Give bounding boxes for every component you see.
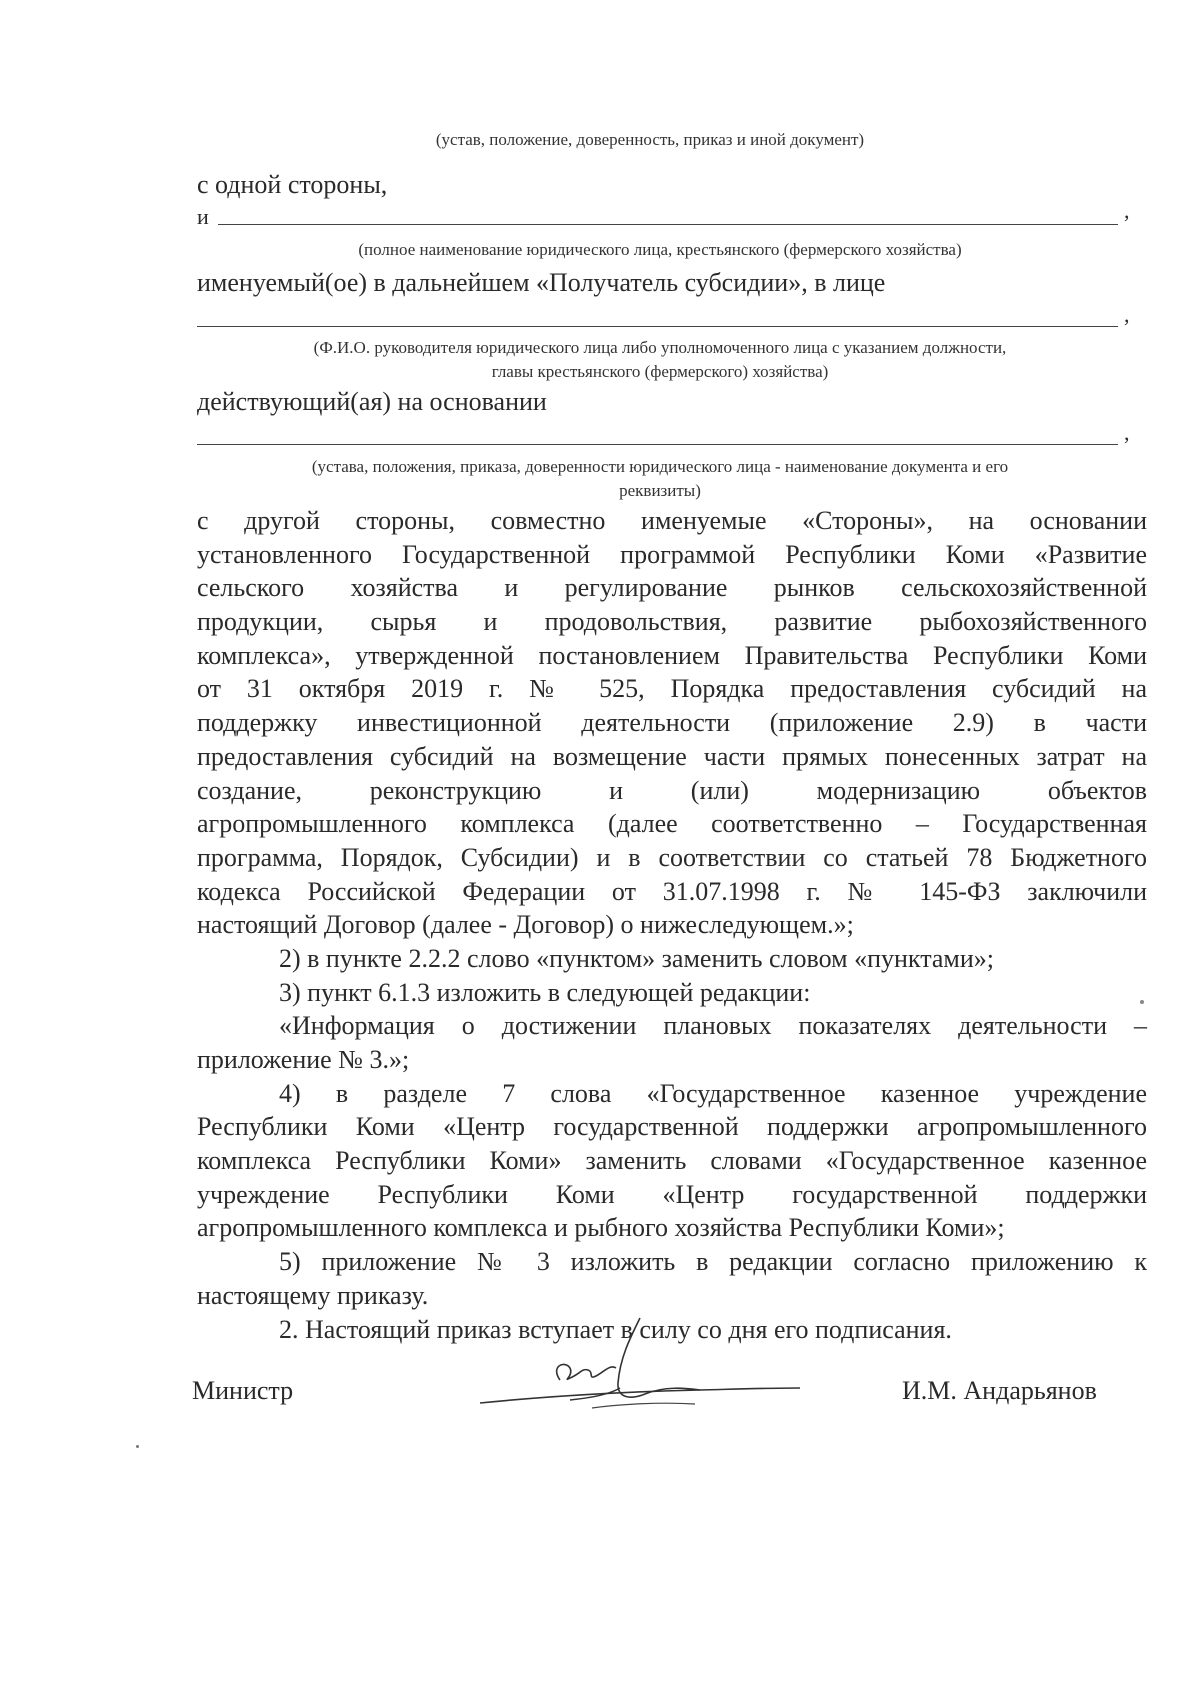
signatory-title: Министр xyxy=(192,1376,294,1405)
main-paragraph-line: агропромышленного комплекса (далее соответственно – Государственная xyxy=(197,809,1147,839)
caption-fio-line1: (Ф.И.О. руководителя юридического лица либо уполномоченного лица с указанием должности, xyxy=(313,338,1007,357)
signatory-name: И.М. Андарьянов xyxy=(902,1376,1097,1405)
clause-2: 2. Настоящий приказ вступает в силу со дня его подписания. xyxy=(279,1314,952,1344)
basis-comma: , xyxy=(1124,420,1130,445)
item-4-line: агропромышленного комплекса и рыбного хозяйства Республики Коми»; xyxy=(197,1213,1005,1243)
item-3-quote-line: «Информация о достижении плановых показателях деятельности – xyxy=(279,1011,1147,1041)
scan-speck xyxy=(1140,1000,1144,1004)
main-paragraph-line: продукции, сырья и продовольствия, развитие рыбохозяйственного xyxy=(197,607,1147,637)
main-paragraph-line: поддержку инвестиционной деятельности (приложение 2.9) в части xyxy=(197,708,1147,738)
item-4-line: Республики Коми «Центр государственной поддержки агропромышленного xyxy=(197,1112,1147,1142)
scan-speck xyxy=(136,1445,139,1448)
main-paragraph-line: установленного Государственной программой Республики Коми «Развитие xyxy=(197,539,1147,569)
main-paragraph-line: настоящий Договор (далее - Договор) о нижеследующем.»; xyxy=(197,910,854,940)
caption-full-name: (полное наименование юридического лица, крестьянского (фермерского хозяйства) xyxy=(358,240,962,259)
handwritten-signature xyxy=(470,1308,810,1418)
party-name-blank-line xyxy=(218,200,1118,225)
representative-comma: , xyxy=(1124,302,1130,327)
caption-basis-line1: (устава, положения, приказа, доверенности юридического лица - наименование документа и его xyxy=(311,457,1009,476)
caption-basis-line2: реквизиты) xyxy=(619,481,701,500)
main-paragraph-line: от 31 октября 2019 г. № 525, Порядка предоставления субсидий на xyxy=(197,674,1147,704)
named-as-text: именуемый(ое) в дальнейшем «Получатель субсидии», в лице xyxy=(197,268,886,297)
item-4-line: 4) в разделе 7 слова «Государственное казенное учреждение xyxy=(279,1078,1147,1108)
item-4-line: учреждение Республики Коми «Центр государственной поддержки xyxy=(197,1179,1147,1209)
and-text: и xyxy=(197,204,209,229)
main-paragraph-line: программа, Порядок, Субсидии) и в соответствии со статьей 78 Бюджетного xyxy=(197,842,1147,872)
basis-blank-line xyxy=(197,422,1118,445)
item-5-line: 5) приложение № 3 изложить в редакции согласно приложению к xyxy=(279,1247,1147,1277)
main-paragraph-line: комплекса», утвержденной постановлением Правительства Республики Коми xyxy=(197,640,1147,670)
main-paragraph-line: предоставления субсидий на возмещение части прямых понесенных затрат на xyxy=(197,741,1147,771)
item-3: 3) пункт 6.1.3 изложить в следующей редакции: xyxy=(279,977,811,1007)
main-paragraph-line: создание, реконструкцию и (или) модернизацию объектов xyxy=(197,775,1147,805)
representative-blank-line xyxy=(197,304,1118,327)
item-4-line: комплекса Республики Коми» заменить словами «Государственное казенное xyxy=(197,1146,1147,1176)
caption-fio-line2: главы крестьянского (фермерского) хозяйства) xyxy=(491,362,829,381)
main-paragraph-line: кодекса Российской Федерации от 31.07.1998 г. № 145-ФЗ заключили xyxy=(197,876,1147,906)
acting-text: действующий(ая) на основании xyxy=(197,387,547,416)
main-paragraph-line: сельского хозяйства и регулирование рынков сельскохозяйственной xyxy=(197,573,1147,603)
main-paragraph-line: с другой стороны, совместно именуемые «Стороны», на основании xyxy=(197,506,1147,535)
item-2: 2) в пункте 2.2.2 слово «пунктом» заменить словом «пунктами»; xyxy=(279,943,995,973)
item-5-line: настоящему приказу. xyxy=(197,1280,429,1310)
one-side-text: с одной стороны, xyxy=(197,170,388,199)
item-3-quote-line: приложение № 3.»; xyxy=(197,1045,410,1074)
main-paragraph xyxy=(197,504,1147,1346)
caption-document-type: (устав, положение, доверенность, приказ и иной документ) xyxy=(435,130,865,149)
party-name-comma: , xyxy=(1124,198,1130,223)
